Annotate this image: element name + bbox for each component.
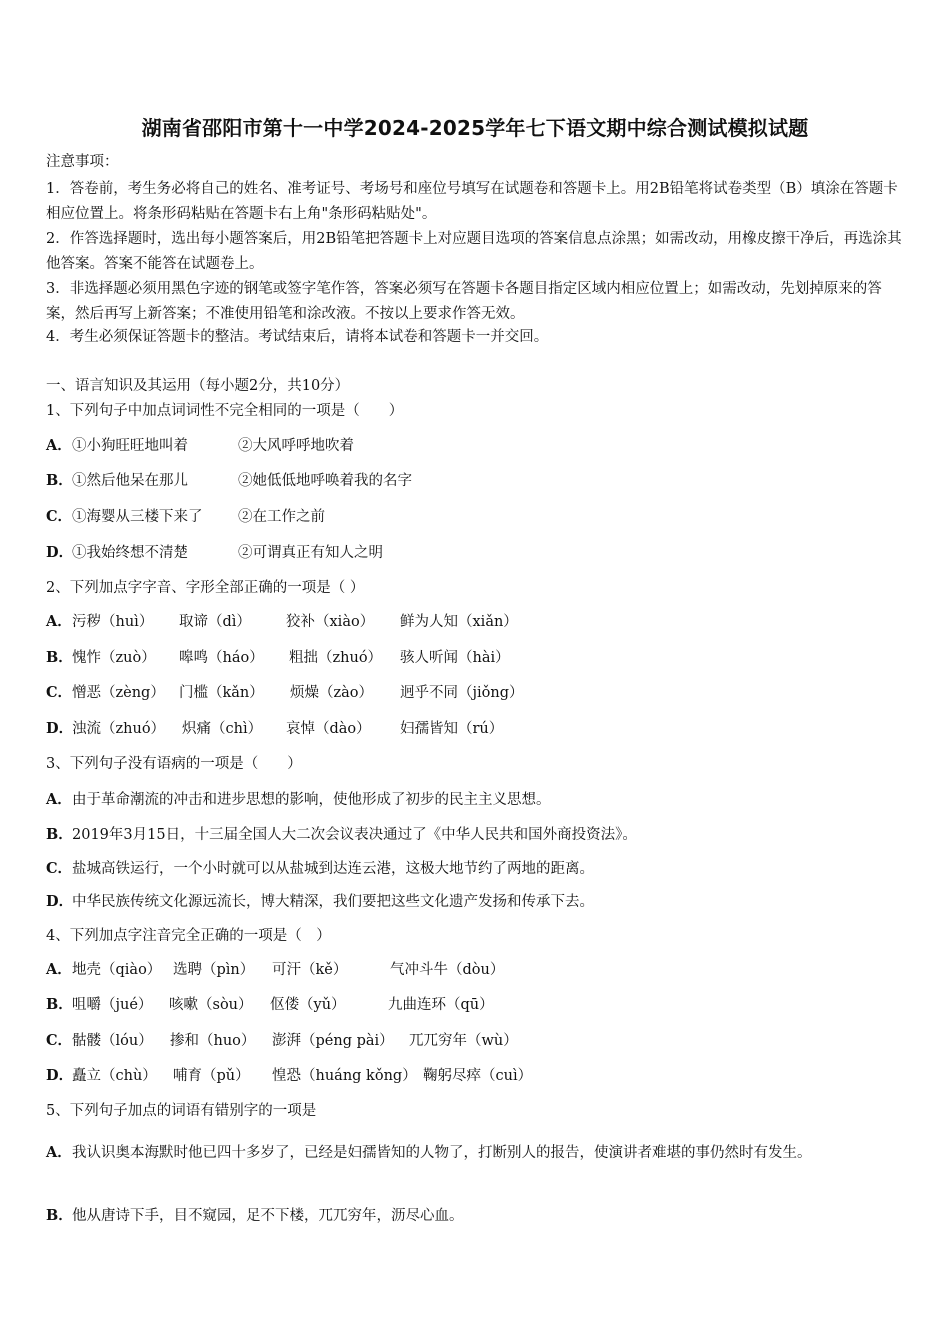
option-item: 迥乎不同（jiǒng）: [400, 685, 524, 701]
q1-option-c: [46, 507, 902, 527]
option-item: 矗立（chù）: [72, 1068, 157, 1084]
q4-option-b: [46, 995, 902, 1015]
option-label: C．: [46, 508, 73, 525]
option-text: 2019年3月15日，十三届全国人大二次会议表决通过了《中华人民共和国外商投资法》。: [72, 827, 637, 843]
notice-item-2: 2．作答选择题时，选出每小题答案后，用2B铅笔把答题卡上对应题目选项的答案信息点涂黑；如需改动，用橡皮擦干净后，再选涂其他答案。答案不能答在试题卷上。: [46, 231, 902, 272]
option-item: 咳嗽（sòu）: [169, 997, 253, 1013]
option-text: 中华民族传统文化源远流长，博大精深，我们要把这些文化遗产发扬和传承下去。: [72, 894, 594, 910]
option-item: 门槛（kǎn）: [179, 685, 264, 701]
option-text: ②她低低地呼唤着我的名字: [238, 473, 412, 489]
option-item: 哺育（pǔ）: [173, 1068, 250, 1084]
q2-option-d: [46, 719, 902, 739]
q3-option-c: [46, 859, 902, 879]
option-item: 粗拙（zhuó）: [289, 650, 383, 666]
q1-stem: 1、下列句子中加点词词性不完全相同的一项是（ ）: [46, 403, 404, 419]
option-label: A．: [46, 961, 72, 978]
q5-stem: 5、下列句子加点的词语有错别字的一项是: [46, 1103, 317, 1119]
option-label: A．: [46, 437, 72, 454]
option-text: ①然后他呆在那儿: [72, 473, 188, 489]
q2-stem: 2、下列加点字字音、字形全部正确的一项是（ ）: [46, 580, 365, 596]
option-text: 他从唐诗下手，目不窥园，足不下楼，兀兀穷年，沥尽心血。: [72, 1208, 464, 1224]
q4-option-c: [46, 1031, 902, 1051]
option-label: D．: [46, 544, 74, 561]
option-item: 九曲连环（qū）: [388, 997, 494, 1013]
q2-option-c: [46, 683, 902, 703]
option-label: B．: [46, 649, 73, 666]
option-label: B．: [46, 826, 73, 843]
option-label: D．: [46, 893, 74, 910]
option-item: 地壳（qiào）: [72, 962, 162, 978]
q1-option-d: [46, 543, 902, 563]
option-item: 可汗（kě）: [272, 962, 348, 978]
option-item: 掺和（huo）: [170, 1033, 256, 1049]
q4-stem: 4、下列加点字注音完全正确的一项是（ ）: [46, 928, 331, 944]
option-label: C．: [46, 1032, 73, 1049]
option-item: 选聘（pìn）: [173, 962, 255, 978]
option-text: ①海婴从三楼下来了: [72, 509, 203, 525]
option-item: 咀嚼（jué）: [72, 997, 153, 1013]
option-label: A．: [46, 1144, 72, 1161]
option-item: 骷髅（lóu）: [72, 1033, 153, 1049]
q1-option-a: [46, 436, 902, 456]
option-item: 狡补（xiào）: [286, 614, 375, 630]
option-item: 炽痛（chì）: [182, 721, 263, 737]
option-label: D．: [46, 720, 74, 737]
notice-item-1: 1．答卷前，考生务必将自己的姓名、准考证号、考场号和座位号填写在试题卷和答题卡上。用2B铅笔将试卷类型（B）填涂在答题卡相应位置上。将条形码粘贴在答题卡右上角"条形码粘贴处"。: [46, 181, 898, 222]
q4-option-d: [46, 1066, 902, 1086]
q2-option-a: [46, 612, 902, 632]
option-text: 由于革命潮流的冲击和进步思想的影响，使他形成了初步的民主主义思想。: [72, 792, 551, 808]
option-item: 伛偻（yǔ）: [270, 997, 346, 1013]
q3-stem: 3、下列句子没有语病的一项是（ ）: [46, 756, 302, 772]
option-text: ②大风呼呼地吹着: [238, 438, 354, 454]
notice-item-4: 4．考生必须保证答题卡的整洁。考试结束后，请将本试卷和答题卡一并交回。: [46, 329, 549, 345]
q2-option-b: [46, 648, 902, 668]
option-label: A．: [46, 613, 72, 630]
option-item: 澎湃（péng pài）: [272, 1033, 394, 1049]
option-item: 烦燥（zào）: [290, 685, 374, 701]
option-label: C．: [46, 684, 73, 701]
option-text: 盐城高铁运行，一个小时就可以从盐城到达连云港，这极大地节约了两地的距离。: [72, 861, 594, 877]
page-title: 湖南省邵阳市第十一中学2024-2025学年七下语文期中综合测试模拟试题: [141, 116, 809, 140]
option-item: 污秽（huì）: [72, 614, 154, 630]
option-item: 憎恶（zèng）: [72, 685, 165, 701]
q5-option-a: [46, 1134, 902, 1172]
option-label: B．: [46, 1207, 73, 1224]
option-label: B．: [46, 472, 73, 489]
option-item: 取谛（dì）: [179, 614, 251, 630]
option-text: ①小狗旺旺地叫着: [72, 438, 188, 454]
option-text: ①我始终想不清楚: [72, 545, 188, 561]
section-heading: 一、语言知识及其运用（每小题2分，共10分）: [46, 378, 350, 394]
option-item: 惶恐（huáng kǒng）: [272, 1068, 417, 1084]
option-label: B．: [46, 996, 73, 1013]
q5-option-b: [46, 1206, 902, 1226]
option-item: 嗥鸣（háo）: [179, 650, 264, 666]
option-item: 哀悼（dào）: [286, 721, 371, 737]
option-text: ②可谓真正有知人之明: [238, 545, 383, 561]
option-label: D．: [46, 1067, 74, 1084]
q3-option-d: [46, 892, 902, 912]
option-label: A．: [46, 791, 72, 808]
option-item: 愧怍（zuò）: [72, 650, 156, 666]
q1-option-b: [46, 471, 902, 491]
option-item: 气冲斗牛（dòu）: [390, 962, 505, 978]
option-label: C．: [46, 860, 73, 877]
q3-option-b: [46, 825, 902, 845]
q4-option-a: [46, 960, 902, 980]
option-item: 兀兀穷年（wù）: [409, 1033, 518, 1049]
option-item: 鞠躬尽瘁（cuì）: [423, 1068, 533, 1084]
notice-item-3: 3．非选择题必须用黑色字迹的钢笔或签字笔作答，答案必须写在答题卡各题目指定区域内相应位置上；如需改动，先划掉原来的答案，然后再写上新答案；不准使用铅笔和涂改液。不按以上要求作答无效。: [46, 281, 882, 322]
option-item: 妇孺皆知（rú）: [400, 721, 504, 737]
notice-heading: 注意事项：: [46, 154, 119, 170]
option-text: 我认识奥本海默时他已四十多岁了，已经是妇孺皆知的人物了，打断别人的报告，使演讲者难堪的事仍然时有发生。: [72, 1145, 812, 1161]
option-item: 鲜为人知（xiǎn）: [400, 614, 518, 630]
option-item: 浊流（zhuó）: [72, 721, 166, 737]
q3-option-a: [46, 790, 902, 810]
option-item: 骇人听闻（hài）: [400, 650, 510, 666]
option-text: ②在工作之前: [238, 509, 325, 525]
